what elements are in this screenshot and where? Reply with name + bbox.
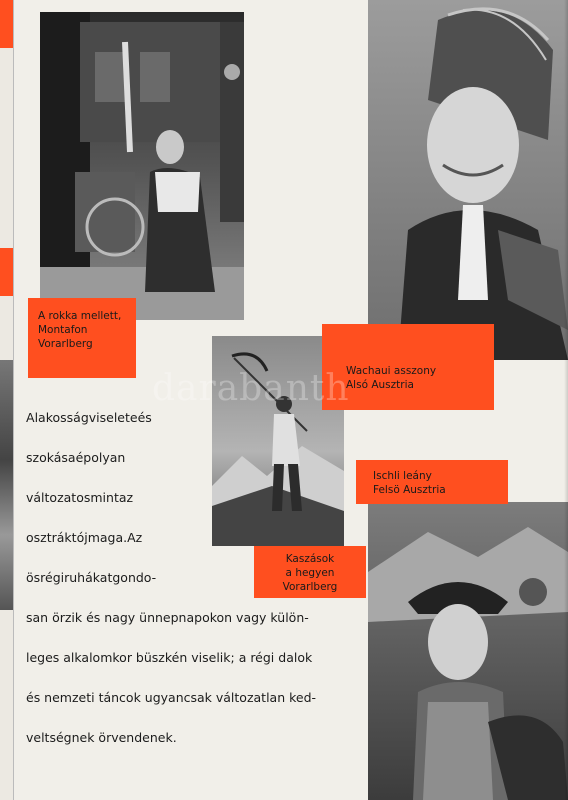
caption-line: Wachaui asszony xyxy=(346,365,437,377)
page-edge-shadow xyxy=(564,0,568,800)
photo-ischl-girl xyxy=(368,502,568,800)
body-word: ép xyxy=(75,450,92,465)
caption-line: Felsö Ausztria xyxy=(373,484,446,496)
book-page xyxy=(12,0,568,800)
previous-page-edge xyxy=(0,0,14,800)
body-word: az xyxy=(118,490,134,505)
caption-line: Kaszások xyxy=(285,553,335,565)
body-word: A xyxy=(26,410,35,425)
body-word: olyan xyxy=(91,450,126,465)
watermark: darabanth xyxy=(152,368,350,409)
body-line xyxy=(26,518,174,558)
caption-line: a hegyen xyxy=(285,567,335,579)
body-text-wide xyxy=(26,598,352,758)
body-word: Az xyxy=(127,530,143,545)
caption-mowers xyxy=(254,546,366,598)
caption-line: Ischli leány xyxy=(373,470,432,482)
body-word: mint xyxy=(90,490,119,505)
body-word: tój xyxy=(71,530,88,545)
caption-line: A rokka mellett, xyxy=(38,310,122,322)
body-line: és nemzeti táncok ugyancsak változatlan ked- xyxy=(26,690,317,705)
previous-page-photo xyxy=(0,360,14,610)
body-line: veltségnek örvendenek. xyxy=(26,730,177,745)
caption-line: Montafon xyxy=(38,324,88,336)
body-line xyxy=(26,438,174,478)
body-line: leges alkalomkor büszkén viselik; a régi dalok xyxy=(26,650,313,665)
body-word: maga. xyxy=(87,530,128,545)
caption-line: Vorarlberg xyxy=(38,338,93,350)
caption-line: Vorarlberg xyxy=(282,581,338,593)
body-word: osztrák xyxy=(26,530,72,545)
previous-page-tab xyxy=(0,248,14,296)
body-word: és xyxy=(137,410,152,425)
body-line xyxy=(26,478,174,518)
body-line: san örzik és nagy ünnepnapokon vagy külön- xyxy=(26,610,309,625)
previous-page-tab xyxy=(0,0,14,48)
body-word: ösrégi xyxy=(26,570,65,585)
body-word: szokása xyxy=(26,450,76,465)
caption-ischl-girl xyxy=(356,460,508,504)
body-word: változatos xyxy=(26,490,91,505)
caption-wachau-woman xyxy=(322,324,494,410)
photo-wachau-woman xyxy=(368,0,568,360)
body-word: ruhákat xyxy=(64,570,113,585)
photo-spinning-wheel xyxy=(40,12,244,320)
caption-line: Alsó Ausztria xyxy=(346,379,414,391)
body-word: lakosság xyxy=(34,410,89,425)
caption-spinning-wheel xyxy=(28,298,136,378)
body-text-column xyxy=(26,398,174,598)
body-line xyxy=(26,398,174,438)
body-line xyxy=(26,558,174,598)
body-word: viselete xyxy=(88,410,138,425)
body-word: gondo- xyxy=(112,570,157,585)
